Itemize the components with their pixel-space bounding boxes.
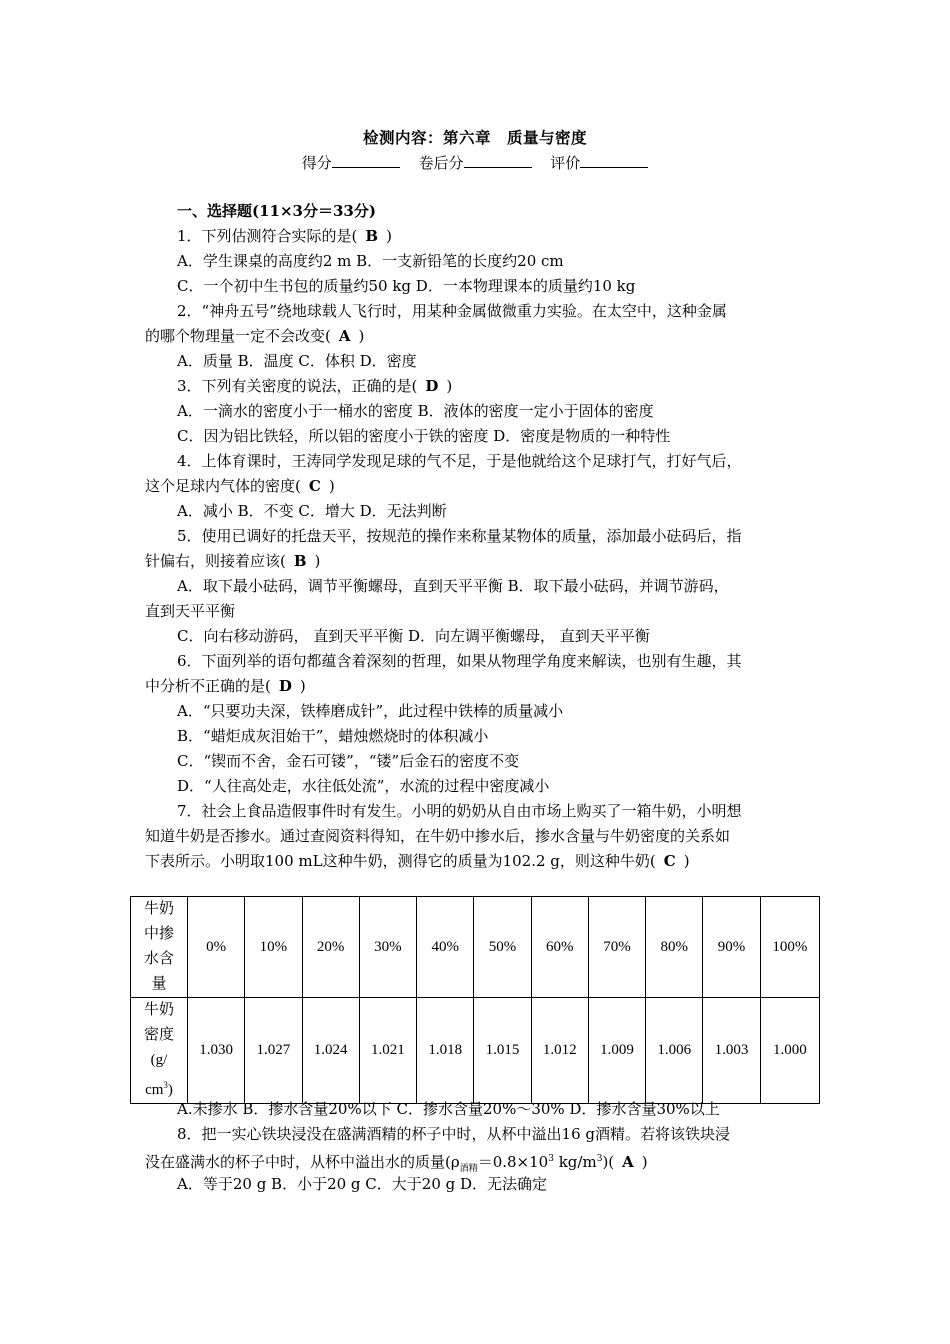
paper-score-blank[interactable] (464, 153, 532, 168)
questions-part1 (145, 199, 810, 874)
q6-stem-1: 6．下面列举的语句都蕴含着深刻的哲理，如果从物理学角度来解读，也别有生趣，其 (177, 652, 742, 670)
q5-options-3: C．向右移动游码， 直到天平平衡 D．向左调平衡螺母， 直到天平平衡 (177, 627, 650, 645)
q6-option-d: D．“人往高处走，水往低处流”，水流的过程中密度减小 (177, 777, 550, 795)
milk-density-table (130, 896, 820, 1104)
q2-close: ) (358, 327, 365, 345)
q7-answer: C (663, 852, 676, 870)
q8-stem-2 (145, 1147, 810, 1172)
q8-stem-value: ＝0.8×10 (477, 1153, 549, 1171)
header-text: 中掺 (143, 926, 174, 942)
table-cell: 80% (646, 897, 703, 998)
table-cell: 30% (359, 897, 416, 998)
q2-stem-1: 2．“神舟五号”绕地球载人飞行时，用某种金属做微重力实验。在太空中，这种金属 (177, 302, 727, 320)
page-title: 检测内容：第六章 质量与密度 (362, 128, 587, 147)
header-text: 密度 (143, 1027, 174, 1043)
table-cell: 10% (245, 897, 302, 998)
q4-options: A．减小 B．不变 C．增大 D．无法判断 (177, 502, 447, 520)
table-cell: 1.015 (474, 998, 531, 1104)
section-heading: 一、选择题(11×3分＝33分) (177, 202, 376, 220)
q6-stem-text: 中分析不正确的是( (145, 677, 271, 695)
q4-stem-text: 这个足球内气体的密度( (145, 477, 301, 495)
q3-options-1: A．一滴水的密度小于一桶水的密度 B．液体的密度一定小于固体的密度 (177, 402, 654, 420)
q2-stem-2 (145, 324, 810, 349)
unit-close: ) (167, 1082, 173, 1098)
q8-rho-subscript: 酒精 (459, 1164, 478, 1174)
q8-stem-text: 没在盛满水的杯子中时，从杯中溢出水的质量(ρ (145, 1153, 460, 1171)
row-header-milk-density (131, 998, 188, 1104)
q6-option-c: C．“锲而不舍，金石可镂”，“镂”后金石的密度不变 (177, 752, 520, 770)
table-cell: 1.021 (359, 998, 416, 1104)
eval-label: 评价 (550, 154, 581, 172)
q6-close: ) (299, 677, 306, 695)
score-label: 得分 (301, 154, 332, 172)
questions-part2 (145, 1097, 810, 1197)
q5-stem-text: 针偏右，则接着应该( (145, 552, 286, 570)
table-cell: 1.006 (646, 998, 703, 1104)
q1-close: ) (386, 227, 392, 245)
q6-option-a: A．“只要功夫深，铁棒磨成针”，此过程中铁棒的质量减小 (177, 702, 564, 720)
table-cell: 1.003 (703, 998, 760, 1104)
row-header-water-content (131, 897, 188, 998)
header-text: 牛奶 (143, 901, 174, 917)
table-cell: 1.012 (531, 998, 588, 1104)
q8-unit: kg/m (553, 1153, 597, 1171)
unit-text: cm (145, 1082, 164, 1098)
header-text: 水含 (143, 951, 174, 967)
q1-answer: B (365, 227, 379, 245)
table-row-water-content (131, 897, 820, 998)
table-cell: 1.030 (188, 998, 245, 1104)
table-row-milk-density (131, 998, 820, 1104)
table-cell: 60% (531, 897, 588, 998)
q3-answer: D (425, 377, 439, 395)
table-cell: 1.018 (417, 998, 474, 1104)
q7-stem-2: 知道牛奶是否掺水。通过查阅资料得知，在牛奶中掺水后，掺水含量与牛奶密度的关系如 (145, 827, 731, 845)
table-cell: 100% (760, 897, 819, 998)
q8-stem-1: 8．把一实心铁块浸没在盛满酒精的杯子中时，从杯中溢出16 g酒精。若将该铁块浸 (177, 1125, 731, 1143)
q7-stem-3 (145, 849, 810, 874)
header-text: 量 (151, 976, 167, 992)
q8-options: A．等于20 g B．小于20 g C．大于20 g D．无法确定 (177, 1175, 548, 1193)
q4-close: ) (328, 477, 335, 495)
q5-stem-2 (145, 549, 810, 574)
q5-options-1: A．取下最小砝码，调节平衡螺母，直到天平平衡 B．取下最小砝码，并调节游码， (177, 577, 729, 595)
q7-close: ) (683, 852, 690, 870)
q5-close: ) (314, 552, 321, 570)
table-cell: 40% (417, 897, 474, 998)
q5-stem-1: 5．使用已调好的托盘天平，按规范的操作来称量某物体的质量，添加最小砝码后，指 (177, 527, 742, 545)
table-cell: 70% (588, 897, 645, 998)
table-cell: 1.027 (245, 998, 302, 1104)
table-cell: 50% (474, 897, 531, 998)
score-blank[interactable] (332, 153, 400, 168)
table-cell: 0% (188, 897, 245, 998)
unit-superscript: 3 (163, 1080, 168, 1090)
eval-blank[interactable] (580, 153, 648, 168)
score-line (0, 152, 950, 173)
q3-options-2: C．因为铝比铁轻，所以铝的密度小于铁的密度 D．密度是物质的一种特性 (177, 427, 671, 445)
header-text: (g/ (150, 1052, 168, 1068)
header-text: 牛奶 (143, 1002, 174, 1018)
q8-stem-tail: )( (602, 1153, 615, 1171)
q8-close: ) (641, 1153, 648, 1171)
q4-stem-1: 4．上体育课时，王涛同学发现足球的气不足，于是他就给这个足球打气，打好气后， (177, 452, 742, 470)
paper-score-label: 卷后分 (418, 154, 464, 172)
q8-unit-exponent: 3 (596, 1154, 603, 1164)
q1-stem (145, 224, 810, 249)
q8-exponent: 3 (548, 1154, 554, 1164)
q8-answer: A (622, 1153, 634, 1171)
q6-stem-2 (145, 674, 810, 699)
q5-answer: B (293, 552, 307, 570)
q2-stem-text: 的哪个物理量一定不会改变( (145, 327, 331, 345)
q3-close: ) (446, 377, 453, 395)
q7-stem-text: 下表所示。小明取100 mL这种牛奶，测得它的质量为102.2 g，则这种牛奶( (145, 852, 656, 870)
q2-options: A．质量 B．温度 C．体积 D．密度 (177, 352, 417, 370)
q6-option-b: B．“蜡炬成灰泪始干”，蜡烛燃烧时的体积减小 (177, 727, 489, 745)
q4-stem-2 (145, 474, 810, 499)
q1-options-2: C．一个初中生书包的质量约50 kg D．一本物理课本的质量约10 kg (177, 277, 636, 295)
q1-stem-text: 1．下列估测符合实际的是( (177, 227, 358, 245)
q4-answer: C (308, 477, 321, 495)
q3-stem-text: 3．下列有关密度的说法，正确的是( (177, 377, 418, 395)
table-cell: 90% (703, 897, 760, 998)
q3-stem (145, 374, 810, 399)
q7-stem-1: 7．社会上食品造假事件时有发生。小明的奶奶从自由市场上购买了一箱牛奶，小明想 (177, 802, 742, 820)
table-cell: 20% (302, 897, 359, 998)
q6-answer: D (278, 677, 292, 695)
table-cell: 1.024 (302, 998, 359, 1104)
table-cell: 1.000 (760, 998, 819, 1104)
q5-options-2: 直到天平平衡 (145, 602, 236, 620)
q7-options: A.未掺水 B．掺水含量20%以下 C．掺水含量20%～30% D．掺水含量30%以上 (177, 1100, 720, 1118)
q1-options-1: A．学生课桌的高度约2 m B．一支新铅笔的长度约20 cm (177, 252, 564, 270)
table-cell: 1.009 (588, 998, 645, 1104)
q2-answer: A (338, 327, 351, 345)
